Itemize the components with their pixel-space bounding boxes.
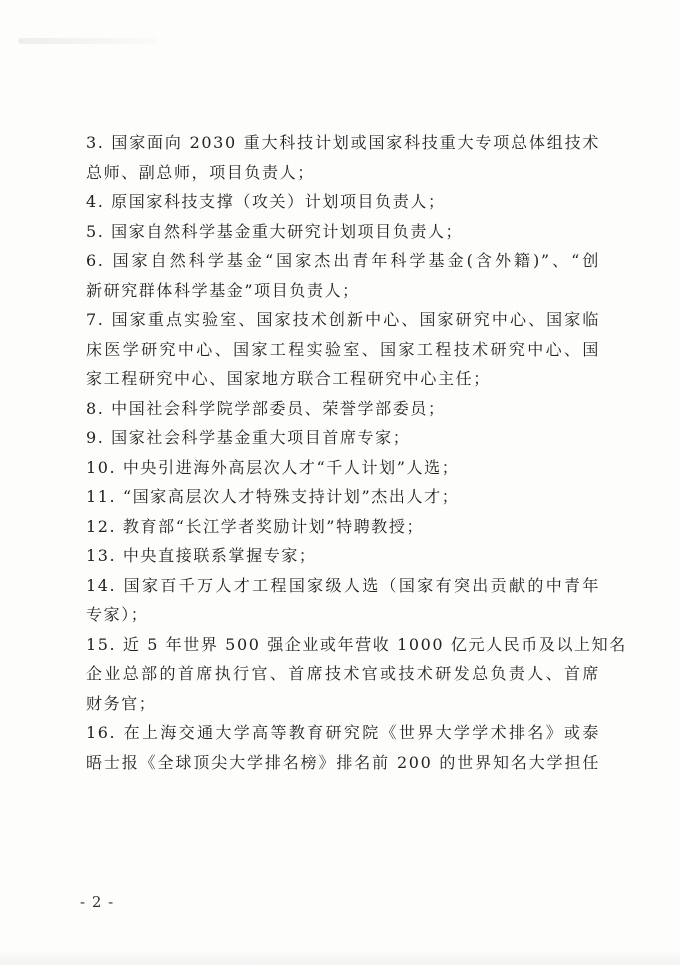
text-line: 10. 中央引进海外高层次人才“千人计划”人选； — [86, 457, 460, 477]
text-line: 16. 在上海交通大学高等教育研究院《世界大学学术排名》或泰 — [86, 723, 600, 742]
text-line: 4. 原国家科技支撑（攻关）计划项目负责人； — [86, 192, 446, 211]
page-number: - 2 - — [80, 893, 115, 911]
text-line: 14. 国家百千万人才工程国家级人选（国家有突出贡献的中青年 — [86, 575, 600, 595]
text-line: 企业总部的首席执行官、首席技术官或技术研发总负责人、首席 — [86, 664, 600, 683]
text-line: 11. “国家高层次人才特殊支持计划”杰出人才； — [86, 487, 460, 506]
text-line: 12. 教育部“长江学者奖励计划”特聘教授； — [86, 516, 425, 536]
text-line: 晤士报《全球顶尖大学排名榜》排名前 200 的世界知名大学担任 — [86, 752, 600, 772]
text-line: 3. 国家面向 2030 重大科技计划或国家科技重大专项总体组技术 — [86, 133, 600, 152]
text-line: 财务官； — [86, 693, 157, 713]
text-line: 9. 国家社会科学基金重大项目首席专家； — [86, 428, 411, 447]
document-body — [86, 128, 627, 777]
text-line: 总师、副总师，项目负责人； — [86, 162, 315, 182]
text-line: 专家）； — [86, 605, 149, 624]
text-line: 新研究群体科学基金”项目负责人； — [86, 280, 360, 300]
text-line: 5. 国家自然科学基金重大研究计划项目负责人； — [86, 221, 464, 241]
scan-mark — [18, 38, 158, 44]
text-line: 13. 中央直接联系掌握专家； — [86, 546, 317, 565]
text-line: 7. 国家重点实验室、国家技术创新中心、国家研究中心、国家临 — [86, 310, 600, 329]
scan-edge — [0, 950, 680, 965]
text-line: 床医学研究中心、国家工程实验室、国家工程技术研究中心、国 — [86, 339, 600, 359]
text-line: 8. 中国社会科学院学部委员、荣誉学部委员； — [86, 398, 446, 418]
text-line: 6. 国家自然科学基金“国家杰出青年科学基金(含外籍)”、“创 — [86, 251, 600, 270]
text-line: 家工程研究中心、国家地方联合工程研究中心主任； — [86, 369, 491, 388]
text-line: 15. 近 5 年世界 500 强企业或年营收 1000 亿元人民币及以上知名 — [86, 634, 627, 654]
